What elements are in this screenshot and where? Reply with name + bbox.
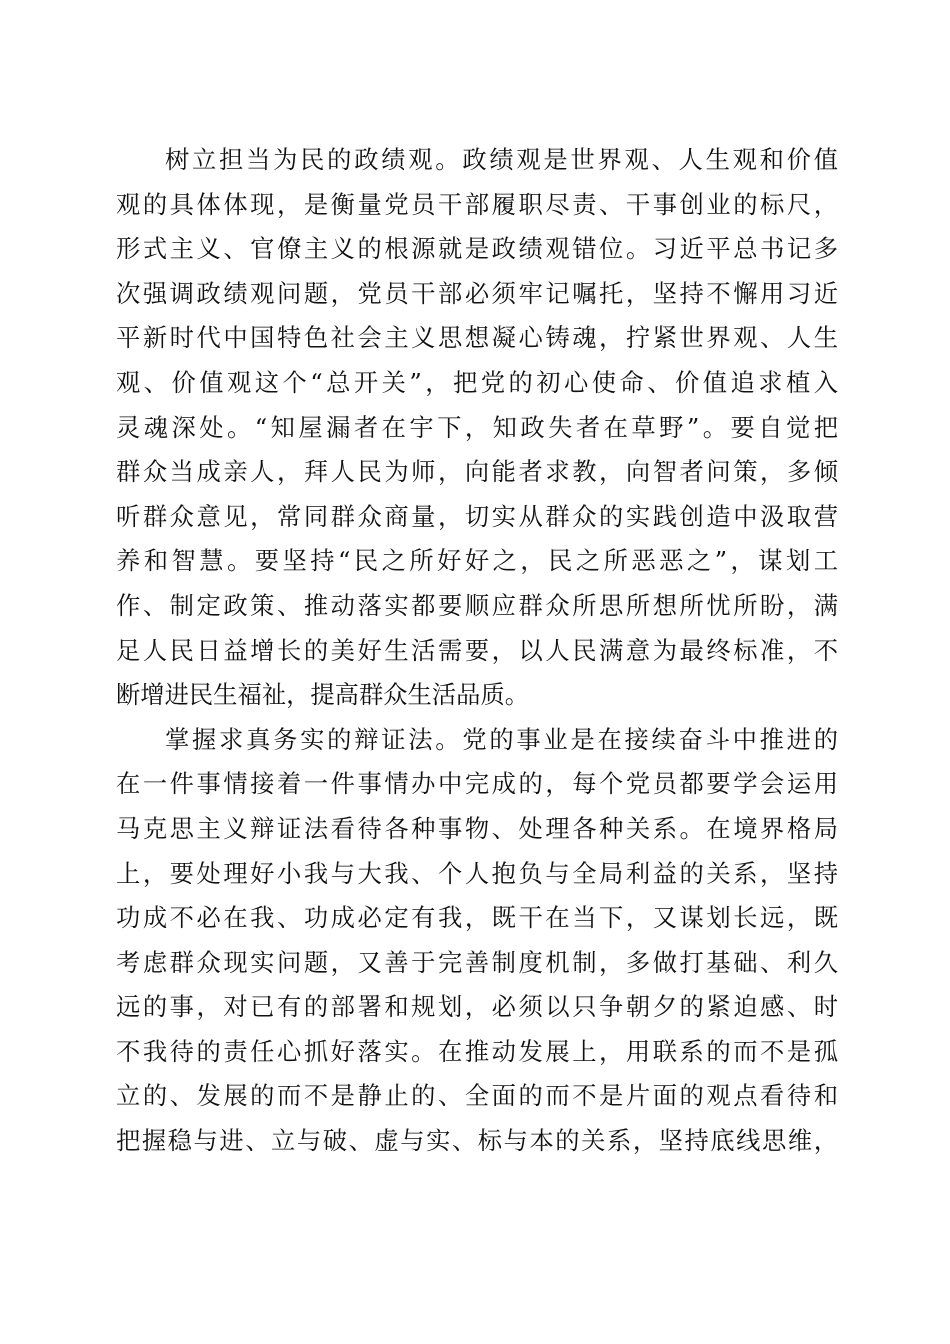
paragraph-2-line-9: 立的、发展的而不是静止的、全面的而不是片面的观点看待和 [116,1081,838,1111]
paragraph-2-line-8: 不我待的责任心抓好落实。在推动发展上，用联系的而不是孤 [116,1036,838,1066]
paragraph-1-line-6: 观、价值观这个“总开关”，把党的初心使命、价值追求植入 [116,367,838,397]
paragraph-1-line-1: 树立担当为民的政绩观。政绩观是世界观、人生观和价值 [165,145,838,174]
paragraph-1-line-5: 平新时代中国特色社会主义思想凝心铸魂，拧紧世界观、人生 [116,323,838,353]
paragraph-1-line-2: 观的具体体现，是衡量党员干部履职尽责、干事创业的标尺， [116,189,838,219]
paragraph-1-line-12: 足人民日益增长的美好生活需要，以人民满意为最终标准，不 [116,635,838,665]
paragraph-2-line-4: 上，要处理好小我与大我、个人抱负与全局利益的关系，坚持 [116,858,838,888]
paragraph-2-line-10: 把握稳与进、立与破、虚与实、标与本的关系，坚持底线思维， [116,1126,838,1156]
paragraph-2-line-6: 考虑群众现实问题，又善于完善制度机制，多做打基础、利久 [116,947,838,977]
paragraph-2-line-5: 功成不必在我、功成必定有我，既干在当下，又谋划长远，既 [116,903,838,933]
paragraph-1-line-13: 断增进民生福祉，提高群众生活品质。 [116,680,530,710]
paragraph-2-line-1: 掌握求真务实的辩证法。党的事业是在接续奋斗中推进的 [165,724,838,754]
paragraph-2-line-3: 马克思主义辩证法看待各种事物、处理各种关系。在境界格局 [116,813,838,843]
paragraph-1-line-10: 养和智慧。要坚持“民之所好好之，民之所恶恶之”，谋划工 [116,546,838,576]
paragraph-1-line-8: 群众当成亲人，拜人民为师，向能者求教，向智者问策，多倾 [116,457,838,487]
paragraph-1-line-4: 次强调政绩观问题，党员干部必须牢记嘱托，坚持不懈用习近 [116,278,838,308]
paragraph-1-line-9: 听群众意见，常同群众商量，切实从群众的实践创造中汲取营 [116,501,838,531]
paragraph-2-line-2: 在一件事情接着一件事情办中完成的，每个党员都要学会运用 [116,769,838,799]
body-text [116,138,838,1164]
paragraph-1-line-7: 灵魂深处。“知屋漏者在宇下，知政失者在草野”。要自觉把 [116,412,838,442]
paragraph-1-line-3: 形式主义、官僚主义的根源就是政绩观错位。习近平总书记多 [116,234,838,264]
paragraph-1-line-11: 作、制定政策、推动落实都要顺应群众所思所想所忧所盼，满 [116,590,838,620]
paragraph-2-line-7: 远的事，对已有的部署和规划，必须以只争朝夕的紧迫感、时 [116,992,838,1022]
